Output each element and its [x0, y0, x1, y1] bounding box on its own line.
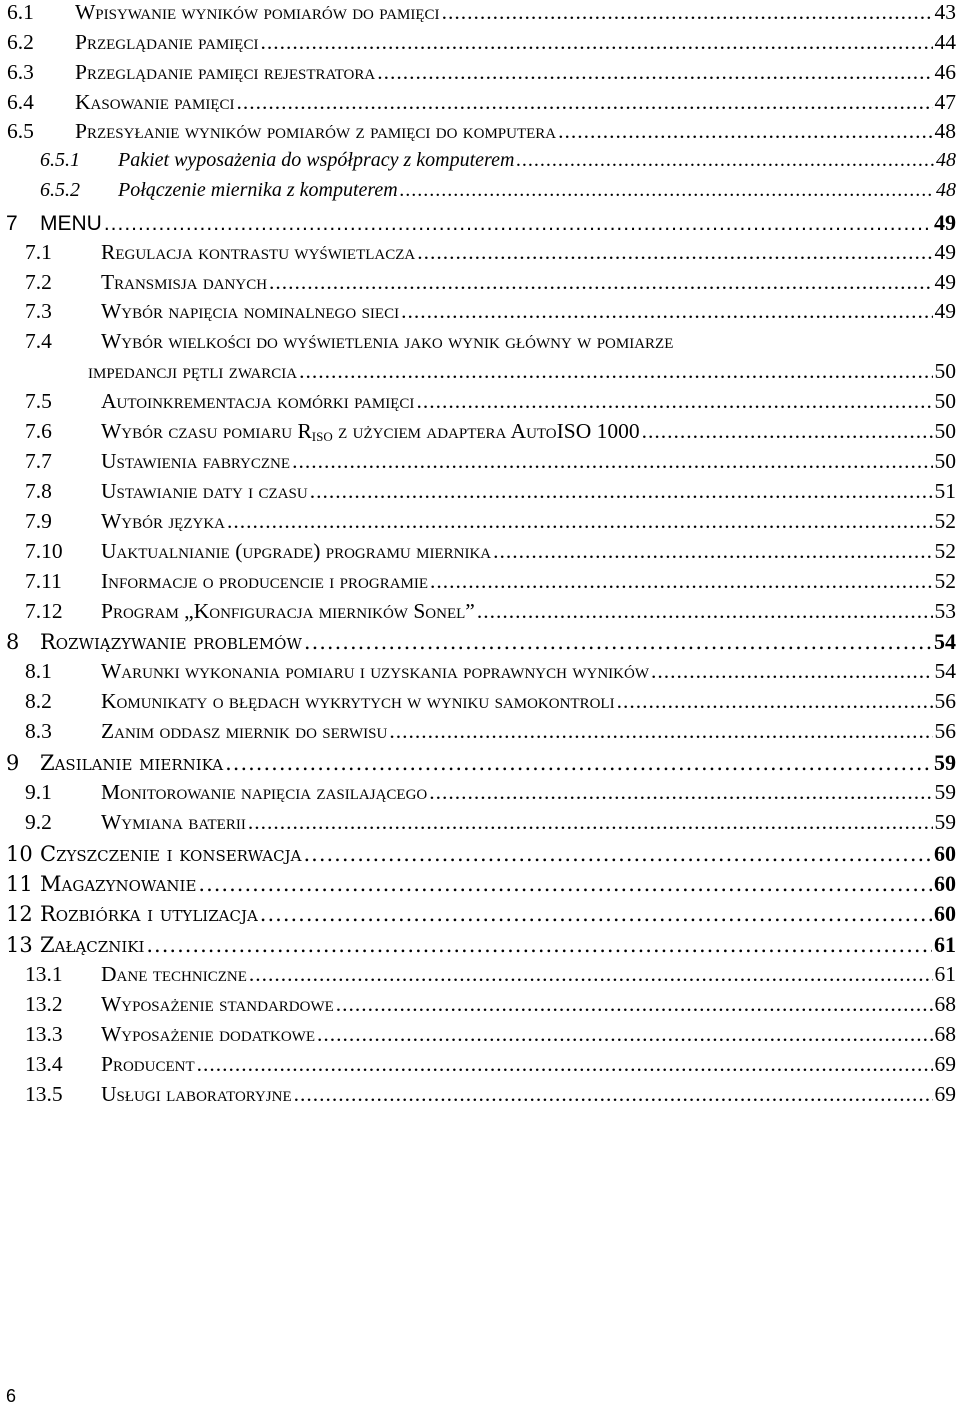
toc-entry-page: 49 [934, 240, 956, 264]
toc-entry-number: 13.3 [25, 1022, 63, 1046]
toc-entry-number: 12 [6, 902, 33, 926]
toc-entry-title: Wyposażenie dodatkowe [101, 1022, 315, 1046]
toc-entry-title: Rozwiązywanie problemów [40, 630, 302, 654]
toc-entry-page: 69 [934, 1052, 956, 1076]
toc-entry[interactable] [0, 599, 956, 629]
toc-entry-number: 11 [6, 872, 33, 896]
toc-entry[interactable] [0, 509, 956, 539]
toc-entry-number: 7.9 [25, 509, 52, 533]
toc-entry-number: 6.5 [7, 119, 34, 143]
toc-entry[interactable] [0, 119, 956, 149]
toc-entry-title: Ustawianie daty i czasu [101, 479, 308, 503]
toc-entry[interactable] [0, 932, 956, 962]
toc-entry-page: 60 [934, 841, 956, 866]
dot-leader [651, 659, 933, 684]
dot-leader [299, 359, 932, 384]
toc-entry[interactable] [0, 569, 956, 599]
dot-leader [416, 389, 932, 414]
toc-entry-title: Rozbiórka i utylizacja [40, 902, 258, 926]
toc-entry-title: Wybór napięcia nominalnego sieci [101, 299, 400, 323]
toc-entry[interactable] [0, 179, 956, 209]
toc-entry-title: Załączniki [40, 933, 145, 957]
toc-entry-number: 13.2 [25, 992, 63, 1016]
toc-entry-page: 49 [934, 270, 956, 294]
dot-leader [104, 212, 932, 236]
dot-leader [198, 872, 932, 896]
toc-entry-number: 7.11 [25, 569, 62, 593]
toc-entry-number: 9.1 [25, 780, 52, 804]
toc-entry-page: 43 [934, 0, 956, 24]
toc-entry-page: 54 [934, 629, 956, 654]
dot-leader [317, 1022, 933, 1047]
toc-entry-number: 10 [6, 842, 33, 866]
toc-entry[interactable] [0, 1022, 956, 1052]
toc-entry[interactable] [0, 871, 956, 901]
dot-leader [260, 30, 932, 55]
toc-entry[interactable] [0, 629, 956, 659]
toc-entry-page: 50 [934, 359, 956, 383]
dot-leader [294, 1082, 933, 1107]
toc-entry-title: Przeglądanie pamięci [75, 30, 259, 54]
toc-entry-title: Wyposażenie standardowe [101, 992, 334, 1016]
toc-entry-page: 68 [934, 1022, 956, 1046]
toc-entry-number: 7.4 [25, 329, 52, 353]
toc-entry[interactable] [0, 750, 956, 780]
toc-entry[interactable] [0, 1052, 956, 1082]
page-number: 6 [6, 1386, 17, 1406]
toc-entry-number: 9.2 [25, 810, 52, 834]
toc-entry[interactable] [0, 270, 956, 300]
toc-entry-number: 6.3 [7, 60, 34, 84]
dot-leader [401, 299, 932, 324]
toc-entry-page: 61 [934, 962, 956, 986]
dot-leader [249, 962, 933, 987]
toc-entry-continuation[interactable] [0, 359, 956, 389]
toc-entry-number: 6.4 [7, 90, 34, 114]
dot-leader [477, 599, 933, 624]
toc-entry-page: 44 [934, 30, 956, 54]
toc-entry-title: Program „Konfiguracja mierników Sonel” [101, 599, 475, 623]
toc-entry-page: 48 [936, 179, 956, 201]
toc-entry-title: Wybór wielkości do wyświetlenia jako wynik główny w pomiarze [101, 329, 674, 353]
toc-entry-number: 7.6 [25, 419, 52, 443]
toc-entry-page: 49 [934, 210, 956, 235]
toc-entry-page: 52 [934, 569, 956, 593]
toc-entry-page: 59 [934, 810, 956, 834]
dot-leader [146, 933, 932, 957]
toc-entry-number: 7.3 [25, 299, 52, 323]
dot-leader [617, 689, 933, 714]
dot-leader [516, 149, 934, 172]
toc-entry-page: 52 [934, 509, 956, 533]
toc-entry-number: 6.5.2 [40, 179, 80, 201]
dot-leader [304, 630, 932, 654]
toc-entry-page: 47 [934, 90, 956, 114]
toc-entry-title: Przesyłanie wyników pomiarów z pamięci do komputera [75, 119, 557, 143]
toc-entry-title: Pakiet wyposażenia do współpracy z komputerem [118, 149, 515, 171]
toc-entry-number: 7.7 [25, 449, 52, 473]
toc-entry-title: Producent [101, 1052, 195, 1076]
toc-entry-page: 59 [934, 750, 956, 775]
toc-entry-title: Regulacja kontrastu wyświetlacza [101, 240, 416, 264]
toc-entry[interactable] [0, 1082, 956, 1112]
toc-entry-page: 60 [934, 871, 956, 896]
toc-entry-number: 7.1 [25, 240, 52, 264]
toc-entry-page: 50 [934, 449, 956, 473]
toc-entry[interactable] [0, 962, 956, 992]
dot-leader [389, 719, 932, 744]
toc-entry[interactable] [0, 90, 956, 120]
toc-entry[interactable] [0, 329, 956, 359]
toc-entry-number: 7.5 [25, 389, 52, 413]
toc-entry-page: 68 [934, 992, 956, 1016]
toc-entry-page: 69 [934, 1082, 956, 1106]
toc-entry[interactable] [0, 240, 956, 270]
dot-leader [303, 842, 932, 866]
toc-entry-title: Usługi laboratoryjne [101, 1082, 292, 1106]
toc-entry-title: Czyszczenie i konserwacja [40, 842, 302, 866]
toc-entry-number: 13.5 [25, 1082, 63, 1106]
dot-leader [558, 119, 932, 144]
toc-entry-number: 8.2 [25, 689, 52, 713]
toc-entry-number: 7.12 [25, 599, 63, 623]
dot-leader [310, 479, 933, 504]
toc-entry-title: Dane techniczne [101, 962, 247, 986]
toc-entry-number: 6.1 [7, 0, 34, 24]
toc-entry[interactable] [0, 539, 956, 569]
toc-entry[interactable] [0, 60, 956, 90]
toc-entry[interactable] [0, 901, 956, 931]
dot-leader [400, 179, 934, 202]
toc-entry[interactable] [0, 299, 956, 329]
toc-entry[interactable] [0, 659, 956, 689]
dot-leader [227, 509, 932, 534]
toc-entry-number: 8.3 [25, 719, 52, 743]
toc-entry[interactable] [0, 780, 956, 810]
toc-entry-page: 56 [934, 719, 956, 743]
dot-leader [442, 0, 933, 25]
toc-entry-page: 48 [934, 119, 956, 143]
toc-entry-page: 61 [934, 932, 956, 957]
toc-entry-number: 7 [6, 212, 18, 235]
toc-entry[interactable] [0, 719, 956, 749]
dot-leader [493, 539, 932, 564]
toc-entry-number: 7.2 [25, 270, 52, 294]
toc-entry[interactable] [0, 210, 956, 240]
toc-entry-title: Wpisywanie wyników pomiarów do pamięci [75, 0, 440, 24]
toc-entry-title: Zanim oddasz miernik do serwisu [101, 719, 388, 743]
toc-entry[interactable] [0, 149, 956, 179]
toc-entry-page: 52 [934, 539, 956, 563]
toc-entry-number: 9 [6, 751, 20, 775]
toc-entry-page: 54 [934, 659, 956, 683]
dot-leader [197, 1052, 933, 1077]
toc-entry-title: Wybór języka [101, 509, 226, 533]
toc-entry[interactable] [0, 30, 956, 60]
toc-entry-title: Informacje o producencie i programie [101, 569, 429, 593]
toc-entry-title: Magazynowanie [40, 872, 197, 896]
toc-entry-title: Przeglądanie pamięci rejestratora [75, 60, 376, 84]
toc-entry[interactable] [0, 0, 956, 30]
toc-entry-title: Wymiana baterii [101, 810, 246, 834]
toc-entry-page: 56 [934, 689, 956, 713]
toc-entry[interactable] [0, 992, 956, 1022]
toc-entry-title: Połączenie miernika z komputerem [118, 179, 398, 201]
toc-entry-title: Warunki wykonania pomiaru i uzyskania poprawnych wyników [101, 659, 649, 683]
toc-entry-title: Autoinkrementacja komórki pamięci [101, 389, 415, 413]
toc-entry-number: 8.1 [25, 659, 52, 683]
toc-entry-title: Transmisja danych [101, 270, 268, 294]
toc-entry-number: 7.8 [25, 479, 52, 503]
toc-entry-title: Kasowanie pamięci [75, 90, 235, 114]
toc-entry-title: Komunikaty o błędach wykrytych w wyniku samokontroli [101, 689, 615, 713]
toc-entry-page: 48 [936, 149, 956, 171]
dot-leader [336, 992, 933, 1017]
toc-entry[interactable] [0, 810, 956, 840]
dot-leader [237, 90, 933, 115]
toc-entry-title: MENU [40, 212, 102, 235]
dot-leader [429, 780, 932, 805]
toc-entry-title: Ustawienia fabryczne [101, 449, 291, 473]
toc-entry-number: 6.5.1 [40, 149, 80, 171]
toc-entry-number: 8 [6, 630, 20, 654]
toc-entry-number: 13 [6, 933, 33, 957]
subscript-iso: ISO [311, 429, 333, 444]
dot-leader [642, 419, 933, 444]
toc-entry-page: 59 [934, 780, 956, 804]
toc-entry-page: 51 [934, 479, 956, 503]
dot-leader [430, 569, 932, 594]
toc-entry-title: impedancji pętli zwarcia [88, 359, 298, 383]
dot-leader [225, 751, 932, 775]
dot-leader [269, 270, 932, 295]
toc-entry-page: 60 [934, 901, 956, 926]
dot-leader [248, 810, 933, 835]
dot-leader [260, 902, 932, 926]
toc-entry[interactable] [0, 689, 956, 719]
toc-entry[interactable] [0, 841, 956, 871]
toc-entry-title: Monitorowanie napięcia zasilającego [101, 780, 428, 804]
toc-entry-title: Wybór czasu pomiaru $R_{ISO}$ z użyciem adaptera AutoISO 1000 [101, 419, 640, 444]
dot-leader [292, 449, 932, 474]
toc-entry-page: 49 [934, 299, 956, 323]
toc-entry[interactable] [0, 389, 956, 419]
toc-entry-title: Zasilanie miernika [40, 751, 224, 775]
toc-entry-number: 7.10 [25, 539, 63, 563]
toc-entry-page: 53 [934, 599, 956, 623]
toc-entry-number: 13.4 [25, 1052, 63, 1076]
toc-entry-page: 50 [934, 419, 956, 443]
toc-entry[interactable] [0, 479, 956, 509]
toc-entry-number: 6.2 [7, 30, 34, 54]
toc-entry-page: 50 [934, 389, 956, 413]
toc-entry-number: 13.1 [25, 962, 63, 986]
dot-leader [377, 60, 932, 85]
toc-entry-title: Uaktualnianie (upgrade) programu miernika [101, 539, 492, 563]
dot-leader [417, 240, 932, 265]
toc-entry[interactable] [0, 449, 956, 479]
toc-entry-page: 46 [934, 60, 956, 84]
toc-entry[interactable] [0, 419, 956, 449]
